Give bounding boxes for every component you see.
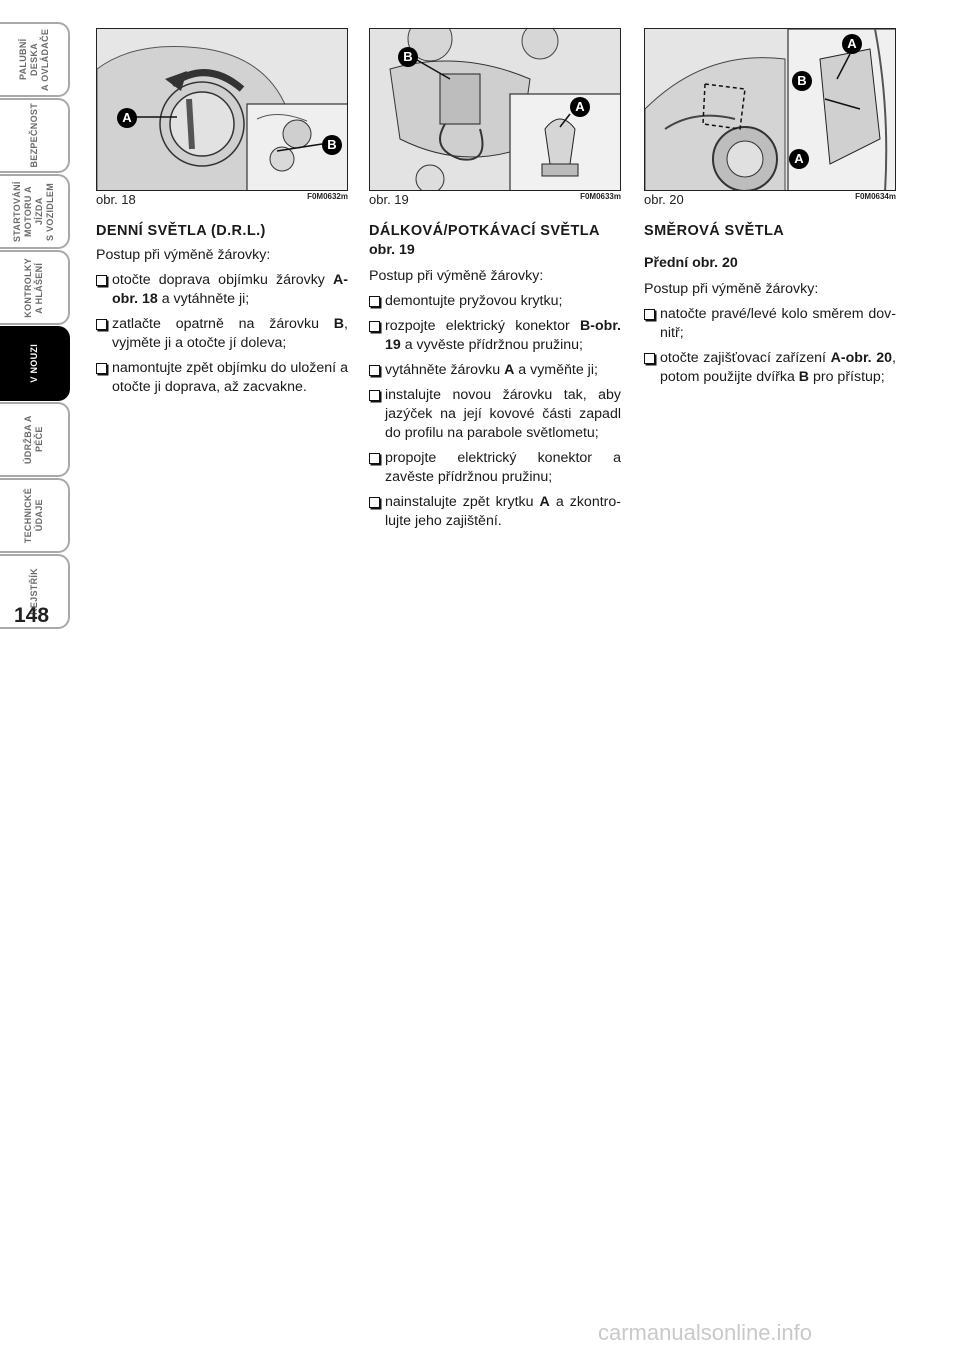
section-intro: Postup při výměně žárovky: (369, 268, 544, 284)
figure-code: F0M0632m (307, 192, 348, 201)
step-item: instalujte novou žárovku tak, aby jazýček na její kovové části zapadl do profilu na parabole světlometu; (369, 386, 621, 443)
page-number: 148 (14, 604, 50, 627)
tab-label: TECHNICKÉ ÚDAJE (23, 487, 44, 544)
watermark: carmanualsonline.info (598, 1320, 813, 1345)
tab-label: BEZPEČNOST (28, 103, 39, 168)
callout-a: A (570, 97, 590, 117)
callout-a-bottom: A (789, 149, 809, 169)
tab-technicke-udaje[interactable] (0, 478, 70, 553)
tab-label: PALUBNÍ DESKA A OVLÁDAČE (17, 28, 50, 91)
step-item: nainstalujte zpět krytku A a zkontro-lujte jeho zajištění. (369, 493, 621, 531)
tab-label: V NOUZI (28, 344, 39, 383)
tab-label: STARTOVÁNÍ MOTORU A JÍZDA S VOZIDLEM (12, 181, 55, 242)
step-item: demontujte pryžovou krytku; (369, 292, 621, 311)
tab-label: ÚDRŽBA A PÉČE (23, 415, 44, 464)
section-title: DENNÍ SVĚTLA (D.R.L.) (96, 223, 266, 239)
step-item: vytáhněte žárovku A a vyměňte ji; (369, 361, 621, 380)
figure-code: F0M0634m (855, 192, 896, 201)
checkbox-bullet-icon (96, 319, 107, 330)
tab-startovani[interactable] (0, 174, 70, 249)
figure-20-illustration (644, 28, 896, 191)
section-drl (96, 222, 348, 403)
step-list (644, 305, 896, 387)
tab-bezpecnost[interactable] (0, 98, 70, 173)
step-list (369, 292, 621, 531)
tab-kontrolky[interactable] (0, 250, 70, 325)
section-intro: Postup při výměně žárovky: (644, 281, 819, 297)
step-item: zatlačte opatrně na žárovku B, vyjměte ji a otočte jí doleva; (96, 315, 348, 353)
figure-20-caption (644, 192, 896, 208)
step-item: otočte zajišťovací zařízení A-obr. 20, potom použijte dvířka B pro přístup; (644, 349, 896, 387)
step-item: natočte pravé/levé kolo směrem dov-nitř; (644, 305, 896, 343)
section-turn-signals (644, 222, 896, 393)
checkbox-bullet-icon (369, 390, 380, 401)
chapter-tabs (0, 22, 74, 630)
step-item: propojte elektrický konektor a zavěste přídržnou pružinu; (369, 449, 621, 487)
step-item: rozpojte elektrický konektor B-obr. 19 a vyvěste přídržnou pružinu; (369, 317, 621, 355)
figure-18-caption (96, 192, 348, 208)
checkbox-bullet-icon (369, 497, 380, 508)
checkbox-bullet-icon (644, 353, 655, 364)
checkbox-bullet-icon (644, 309, 655, 320)
tab-udrzba[interactable] (0, 402, 70, 477)
checkbox-bullet-icon (96, 275, 107, 286)
section-title: SMĚROVÁ SVĚTLA (644, 223, 785, 239)
tab-v-nouzi[interactable] (0, 326, 70, 401)
checkbox-bullet-icon (369, 365, 380, 376)
figure-label: obr. 19 (369, 192, 409, 207)
section-subtitle: Přední obr. 20 (644, 255, 738, 271)
checkbox-bullet-icon (369, 321, 380, 332)
callout-a: A (117, 108, 137, 128)
section-beam (369, 222, 621, 537)
callout-b: B (322, 135, 342, 155)
callout-b: B (792, 71, 812, 91)
section-intro: Postup při výměně žárovky: (96, 247, 271, 263)
tab-palubni-deska[interactable] (0, 22, 70, 97)
section-title: DÁLKOVÁ/POTKÁVACÍ SVĚTLA (369, 223, 600, 239)
step-item: namontujte zpět objímku do uložení a otočte ji doprava, až zacvakne. (96, 359, 348, 397)
figure-code: F0M0633m (580, 192, 621, 201)
callout-b: B (398, 47, 418, 67)
figure-label: obr. 20 (644, 192, 684, 207)
checkbox-bullet-icon (96, 363, 107, 374)
checkbox-bullet-icon (369, 453, 380, 464)
step-list (96, 271, 348, 397)
tab-label: REJSTŘÍK (28, 568, 39, 615)
callout-a-top: A (842, 34, 862, 54)
section-subtitle: obr. 19 (369, 242, 415, 258)
figure-18-illustration (96, 28, 348, 191)
figure-label: obr. 18 (96, 192, 136, 207)
figure-19-illustration (369, 28, 621, 191)
tab-label: KONTROLKY A HLÁŠENÍ (23, 257, 44, 318)
step-item: otočte doprava objímku žárovky A-obr. 18 a vytáhněte ji; (96, 271, 348, 309)
checkbox-bullet-icon (369, 296, 380, 307)
figure-19-caption (369, 192, 621, 208)
